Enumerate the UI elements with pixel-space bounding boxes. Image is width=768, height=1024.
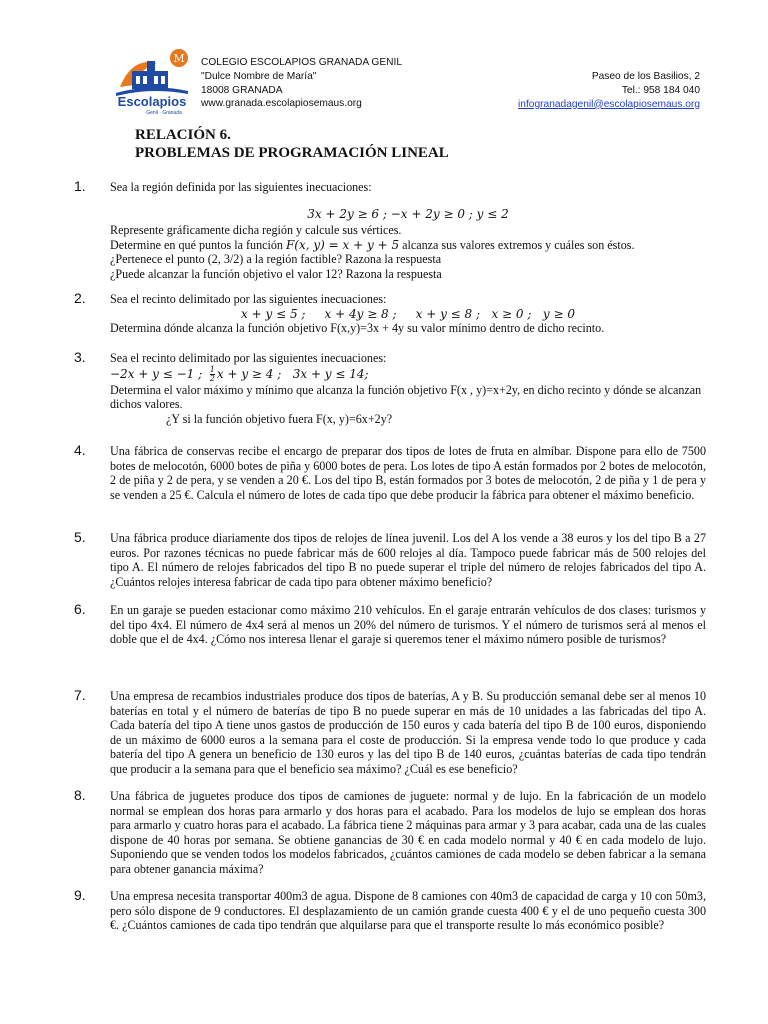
fraction-denominator: 2 bbox=[209, 373, 215, 383]
contact-info bbox=[518, 70, 700, 111]
logo-subtext: Genil · Granada bbox=[146, 110, 182, 116]
problem-line: ¿Y si la función objetivo fuera F(x, y)=6x+2y? bbox=[166, 411, 393, 426]
school-logo bbox=[112, 47, 192, 117]
school-name: COLEGIO ESCOLAPIOS GRANADA GENIL bbox=[201, 57, 402, 68]
problem-text: Una fábrica de juguetes produce dos tipos de camiones de juguete: normal y de lujo. En la fabricación de un modelo normal se emplean dos horas para armarlo y dos horas para el acabado. Para los modelos de lujo se emplean dos horas para armarlo y cuatro horas para el acabado. La fábrica tiene 2 máquinas para armar y 3 para acabar, cada una de las cuales dispone de 40 horas por semana. Se obtiene ganancias de 30 € en cada modelo normal y 40 € en cada modelo de lujo. Suponiendo que se venden todos los modelos fabricados, ¿cuántos camiones de cada modelo se deben fabricar a la semana para obtener ganancia máxima? bbox=[110, 789, 706, 876]
math-fragment: −2x + y ≤ −1 ; bbox=[110, 366, 210, 381]
school-subtitle: "Dulce Nombre de María" bbox=[201, 70, 317, 82]
logo-letter: M bbox=[173, 52, 185, 65]
problem-number: 2. bbox=[74, 290, 86, 306]
problem-number: 9. bbox=[74, 887, 86, 903]
text-fragment: alcanza sus valores extremos y cuáles son éstos. bbox=[399, 237, 635, 252]
problem-line: ¿Puede alcanzar la función objetivo el valor 12? Razona la respuesta bbox=[110, 266, 442, 281]
phone: Tel.: 958 184 040 bbox=[621, 84, 700, 96]
page-title bbox=[135, 126, 449, 162]
inequalities bbox=[110, 366, 706, 383]
problem-number: 4. bbox=[74, 442, 86, 458]
problem-text: En un garaje se pueden estacionar como máximo 210 vehículos. En el garaje entrarán vehículos de dos clases: turismos y del tipo 4x4. El número de 4x4 será al menos un 20% del número de turismos. Y el número de turismos será al menos el doble que el de 4x4. ¿Cómo nos interesa llenar el garaje si queremos tener el máximo número posible de turismos? bbox=[110, 603, 706, 647]
problem-number: 6. bbox=[74, 601, 86, 617]
title-line-2: PROBLEMAS DE PROGRAMACIÓN LINEAL bbox=[135, 145, 449, 161]
problem-number: 7. bbox=[74, 687, 86, 703]
school-website: www.granada.escolapiosemaus.org bbox=[201, 98, 362, 110]
fraction-numerator: 1 bbox=[209, 364, 215, 374]
page-header bbox=[0, 0, 768, 115]
fraction bbox=[210, 366, 215, 383]
objective-function: F(x, y) = x + y + 5 bbox=[285, 237, 400, 252]
problem-text: Una fábrica produce diariamente dos tipos de relojes de línea juvenil. Los del A los vende a 38 euros y los del tipo B a 27 euros. Por razones técnicas no puede fabricar más de 600 relojes al día. Tampoco puede fabricar más de 500 relojes del tipo A. El número de relojes fabricados del tipo B no puede superar el triple del número de relojes fabricados del tipo A. ¿Cuántos relojes interesa fabricar de cada tipo para obtener máximo beneficio? bbox=[110, 531, 706, 589]
address: Paseo de los Basilios, 2 bbox=[591, 71, 700, 82]
problem-body bbox=[110, 292, 706, 336]
inequalities: 3x + 2y ≥ 6 ; −x + 2y ≥ 0 ; y ≤ 2 bbox=[307, 206, 509, 221]
problem-number: 1. bbox=[74, 178, 86, 194]
problem-number: 8. bbox=[74, 787, 86, 803]
title-line-1: RELACIÓN 6. bbox=[135, 127, 231, 143]
inequalities: x + y ≤ 5 ; x + 4y ≥ 8 ; x + y ≤ 8 ; x ≥ 0 ; y ≥ 0 bbox=[241, 306, 575, 321]
problem-body bbox=[110, 180, 706, 282]
problem-intro: Sea el recinto delimitado por las siguientes inecuaciones: bbox=[110, 351, 387, 365]
problem-line: Determina el valor máximo y mínimo que alcanza la función objetivo F(x , y)=x+2y, en dicho recinto y dónde se alcanzan dichos valores. bbox=[110, 382, 702, 412]
email-link[interactable]: infogranadagenil@escolapiosemaus.org bbox=[518, 98, 700, 110]
problem-line: Determina dónde alcanza la función objetivo F(x,y)=3x + 4y su valor mínimo dentro de dicho recinto. bbox=[110, 321, 605, 336]
problem-number: 3. bbox=[74, 349, 86, 365]
text-fragment: Determine en qué puntos la función bbox=[110, 237, 286, 252]
problem-number: 5. bbox=[74, 529, 86, 545]
problem-body bbox=[110, 351, 706, 426]
problem-line bbox=[110, 238, 706, 253]
math-fragment: x + y ≥ 4 ; 3x + y ≤ 14; bbox=[216, 366, 369, 381]
problem-intro: Sea la región definida por las siguientes inecuaciones: bbox=[110, 180, 372, 194]
school-info bbox=[201, 56, 402, 111]
problem-text: Una empresa necesita transportar 400m3 de agua. Dispone de 8 camiones con 40m3 de capacidad de carga y 10 con 50m3, pero sólo dispone de 9 conductores. El desplazamiento de un camión grande cuesta 400 € y el de uno pequeño cuesta 300 €. ¿Cuántos camiones de cada tipo tendrán que alquilarse para que el transporte resulte lo más económico posible? bbox=[110, 889, 706, 933]
problem-text: Una fábrica de conservas recibe el encargo de preparar dos tipos de lotes de fruta en almíbar. Dispone para ello de 7500 botes de melocotón, 6000 botes de piña y 6000 botes de pera. Los lotes de tipo A están formados por 2 botes de melocotón, 2 de piña y 2 de pera, y se venden a 20 €. Los del tipo B, están formados por 3 botes de melocotón, 2 de piña y 1 de pera y se venden a 25 €. Calcula el número de lotes de cada tipo que debe producir la fábrica para obtener el máximo beneficio. bbox=[110, 444, 706, 502]
problem-line: ¿Pertenece el punto (2, 3/2) a la región factible? Razona la respuesta bbox=[110, 252, 442, 267]
school-city: 18008 GRANADA bbox=[201, 84, 283, 96]
problem-text: Una empresa de recambios industriales produce dos tipos de baterías, A y B. Su producción semanal debe ser al menos 10 baterías en total y el número de baterías de tipo B no puede superar en más de 10 unidades a las fabricadas del tipo A. Cada batería del tipo A tiene unos gastos de producción de 150 euros y cada batería del tipo B de 100 euros, disponiendo de un máximo de 6000 euros a la semana para el coste de producción. Si la empresa vende todo lo que produce y cada batería del tipo A genera un beneficio de 130 euros y las del tipo B de 140 euros, ¿cuántas baterías de cada tipo tendrán que producir a la semana para que el beneficio sea máximo? ¿Cuál es ese beneficio? bbox=[110, 689, 706, 776]
problem-intro: Sea el recinto delimitado por las siguientes inecuaciones: bbox=[110, 292, 387, 306]
problem-line: Represente gráficamente dicha región y calcule sus vértices. bbox=[110, 223, 402, 238]
logo-text: Escolapios bbox=[117, 94, 187, 109]
